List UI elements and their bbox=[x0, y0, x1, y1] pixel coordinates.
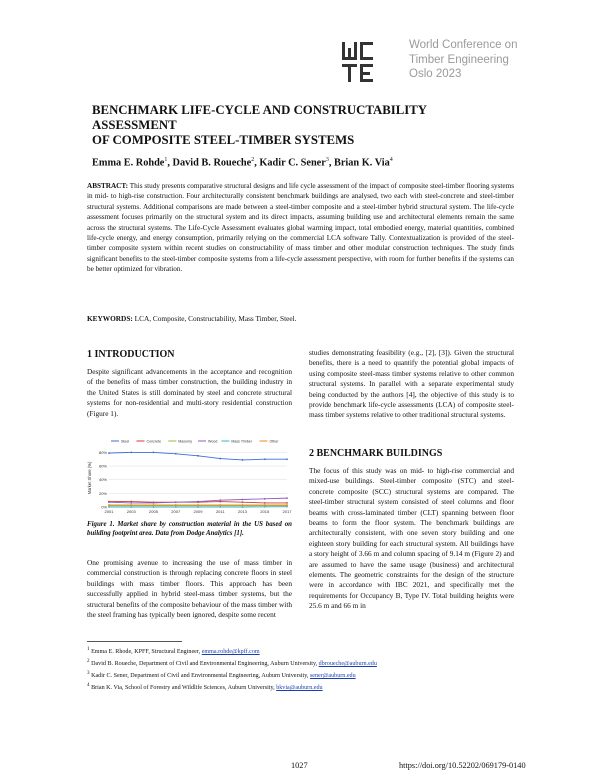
data-point bbox=[130, 502, 132, 504]
intro-paragraph-2: One promising avenue to increasing the use of mass timber in commercial construction is through replacing concrete floors in steel buildings with mass timber floors. This approach has been successfully applied in hybrid steel-mass timber systems, but the structural benefits of the composite behaviour of the mass timber with the steel framing has typically been ignored, despite some recent bbox=[87, 558, 292, 620]
figure-1-caption: Figure 1. Market share by construction material in the US based on building footprint area. Data from Dodge Analytics [1]. bbox=[87, 521, 292, 538]
market-share-chart bbox=[87, 437, 292, 517]
data-point bbox=[286, 502, 288, 504]
author-name: Kadir C. Sener bbox=[259, 157, 326, 169]
conference-line: Timber Engineering bbox=[409, 53, 509, 66]
data-point bbox=[286, 497, 288, 499]
paper-title bbox=[92, 103, 512, 148]
y-axis-label: Market Share (%) bbox=[87, 461, 92, 495]
wcte-logo-mark bbox=[342, 40, 404, 84]
email-link[interactable]: bkvia@auburn.edu bbox=[276, 684, 323, 691]
x-tick-label: 2003 bbox=[126, 509, 136, 514]
benchmark-paragraph-1: The focus of this study was on mid- to high-rise commercial and mixed-use buildings. Steel-timber composite (STC) and steel-concrete composite (SCC) structural systems are compared. The steel-timber structural system consisted of steel columns and floor beams with cross-laminated timber (CLT) spanning between floor beams to form the floor system. The benchmark buildings are architecturally consistent, with one seven story building and one eighteen story building for each structural system. All buildings have a story height of 3.66 m and column spacing of 9.14 m (Figure 2) and are assumed to have the same usage (business) and architectural elements. The geometric constraints for the design of the structure were in accordance with IBC 2021, and specifically met the requirements for Occupancy B, Type IV. Total building heights were 25.6 m and 66 m in bbox=[309, 466, 514, 611]
conference-line: Oslo 2023 bbox=[409, 68, 462, 80]
conference-line: World Conference on bbox=[409, 39, 518, 51]
footnote-text: David B. Roueche, Department of Civil and Environmental Engineering, Auburn University, bbox=[91, 660, 319, 667]
data-point bbox=[219, 458, 221, 460]
y-tick-label: 80% bbox=[98, 449, 107, 455]
footnote bbox=[87, 681, 517, 693]
author-name: Brian K. Via bbox=[333, 157, 390, 169]
intro-paragraph-1: Despite significant advancements in the acceptance and recognition of the benefits of mass timber construction, the building industry in the United States is still dominated by steel and concrete structural systems for non-residential and multi-story residential construction (Figure 1). bbox=[87, 367, 292, 418]
footnote-text: Brian K. Via, School of Forestry and Wildlife Sciences, Auburn University, bbox=[91, 684, 277, 691]
footnote-num: 2 bbox=[87, 657, 90, 664]
data-point bbox=[219, 505, 221, 507]
svg-text:WCTE: WCTE bbox=[382, 80, 385, 81]
data-point bbox=[108, 501, 110, 503]
keywords-text: LCA, Composite, Constructability, Mass Timber, Steel. bbox=[134, 314, 297, 323]
legend-label: Wood bbox=[208, 439, 218, 444]
conference-name bbox=[409, 38, 517, 82]
intro-paragraph-3: studies demonstrating feasibility (e.g., [2], [3]). Given the structural benefits, there is a need to quantify the potential global impacts of using composite steel-mass timber systems relative to other common structural systems. In parallel with a separate experimental study being conducted by the authors [4], the objective of this study is to provide benchmark life-cycle assessments (LCA) of composite steel-mass timber systems relative to other traditional structural systems. bbox=[309, 348, 514, 420]
keywords-label: KEYWORDS: bbox=[87, 314, 133, 323]
data-point bbox=[219, 499, 221, 501]
data-point bbox=[242, 505, 244, 507]
footnotes bbox=[87, 645, 517, 693]
y-tick-label: 20% bbox=[98, 490, 107, 496]
legend-label: Concrete bbox=[146, 439, 162, 444]
data-point bbox=[242, 501, 244, 503]
email-link[interactable]: dbroueche@auburn.edu bbox=[318, 660, 377, 667]
data-point bbox=[264, 505, 266, 507]
data-point bbox=[153, 452, 155, 454]
data-point bbox=[130, 452, 132, 454]
legend-label: Mass Timber bbox=[231, 439, 252, 444]
footnote bbox=[87, 657, 517, 669]
x-tick-label: 2015 bbox=[260, 509, 270, 514]
footnote-num: 4 bbox=[87, 681, 90, 688]
data-point bbox=[108, 505, 110, 507]
author-sup: 1 bbox=[164, 157, 168, 163]
author-name: David B. Roueche bbox=[172, 157, 252, 169]
footnote-text: Emma E. Rhode, KPFF, Structural Engineer, bbox=[91, 649, 202, 656]
footnote-rule bbox=[87, 641, 182, 642]
data-point bbox=[197, 501, 199, 503]
legend-label: Other bbox=[269, 439, 279, 444]
data-point bbox=[242, 459, 244, 461]
author-sup: 2 bbox=[251, 157, 255, 163]
wcte-logo bbox=[342, 40, 404, 84]
y-tick-label: 40% bbox=[98, 477, 107, 483]
data-point bbox=[242, 499, 244, 501]
x-tick-label: 2017 bbox=[282, 509, 292, 514]
data-point bbox=[153, 505, 155, 507]
x-tick-label: 2007 bbox=[171, 509, 181, 514]
y-tick-label: 0% bbox=[101, 504, 107, 510]
data-point bbox=[286, 505, 288, 507]
abstract-text: This study presents comparative structural designs and life cycle assessment of the impact of composite steel-timber flooring systems in mid- to high-rise construction. Four architecturally consistent benchmark buildings are analysed, two each with steel-concrete and steel-timber structural systems. Additional comparisons are made between a steel-timber composite and a steel-timber hybrid structural system. The life-cycle assessment focuses primarily on the structural system and its direct impacts, assuming building use and architectural elements remain the same across the structural systems. The Life-Cycle Assessment evaluates global warming impact, total embodied energy, material quantities, combined life-cycle energy, and energy consumption, primarily relying on the commercial LCA software Tally. Contextualization is provided of the steel-timber composite system within recent studies on constructability of mass timber and other modular construction techniques. The study finds significant benefits to the steel-timber composite systems from a life-cycle assessment perspective, with room for further benefits if the systems can be better optimized for vibration. bbox=[87, 182, 514, 274]
x-tick-label: 2011 bbox=[215, 509, 225, 514]
data-point bbox=[264, 498, 266, 500]
data-point bbox=[175, 501, 177, 503]
page-number: 1027 bbox=[291, 761, 308, 770]
x-tick-label: 2001 bbox=[104, 509, 114, 514]
author-sup: 3 bbox=[325, 157, 329, 163]
data-point bbox=[130, 505, 132, 507]
footnote bbox=[87, 669, 517, 681]
x-tick-label: 2013 bbox=[238, 509, 247, 514]
abstract bbox=[87, 181, 514, 275]
section-heading-benchmark: 2 BENCHMARK BUILDINGS bbox=[309, 448, 443, 459]
data-point bbox=[153, 502, 155, 504]
data-point bbox=[264, 502, 266, 504]
doi-link[interactable]: https://doi.org/10.52202/069179-0140 bbox=[399, 761, 526, 770]
email-link[interactable]: sener@auburn.edu bbox=[309, 672, 356, 679]
legend-label: Steel bbox=[121, 439, 130, 444]
footnote bbox=[87, 645, 517, 657]
abstract-label: ABSTRACT: bbox=[87, 182, 129, 190]
email-link[interactable]: emma.rohde@kpff.com bbox=[201, 649, 260, 656]
x-tick-label: 2005 bbox=[149, 509, 158, 514]
data-point bbox=[264, 458, 266, 460]
title-line: BENCHMARK LIFE-CYCLE AND CONSTRUCTABILITY ASSESSMENT bbox=[92, 103, 427, 132]
data-point bbox=[108, 452, 110, 454]
data-point bbox=[197, 455, 199, 457]
author-sup: 4 bbox=[389, 157, 393, 163]
keywords bbox=[87, 314, 514, 323]
data-point bbox=[197, 505, 199, 507]
footnote-num: 1 bbox=[87, 646, 90, 652]
footnote-text: Kadir C. Sener, Department of Civil and Environmental Engineering, Auburn University, bbox=[91, 672, 310, 679]
data-point bbox=[175, 453, 177, 455]
figure-1-chart bbox=[87, 437, 292, 517]
section-heading-introduction: 1 INTRODUCTION bbox=[87, 349, 175, 360]
data-point bbox=[175, 505, 177, 507]
footnote-num: 3 bbox=[87, 669, 90, 676]
x-tick-label: 2009 bbox=[193, 509, 203, 514]
legend-label: Masonry bbox=[178, 439, 193, 444]
author-list: Emma E. Rohde$^1$, David B. Roueche$^2$, Kadir C. Sener$^3$, Brian K. Via$^4$ bbox=[92, 157, 393, 169]
data-point bbox=[286, 458, 288, 460]
title-line: OF COMPOSITE STEEL-TIMBER SYSTEMS bbox=[92, 133, 355, 147]
author-name: Emma E. Rohde bbox=[92, 157, 165, 169]
y-tick-label: 60% bbox=[98, 463, 107, 469]
